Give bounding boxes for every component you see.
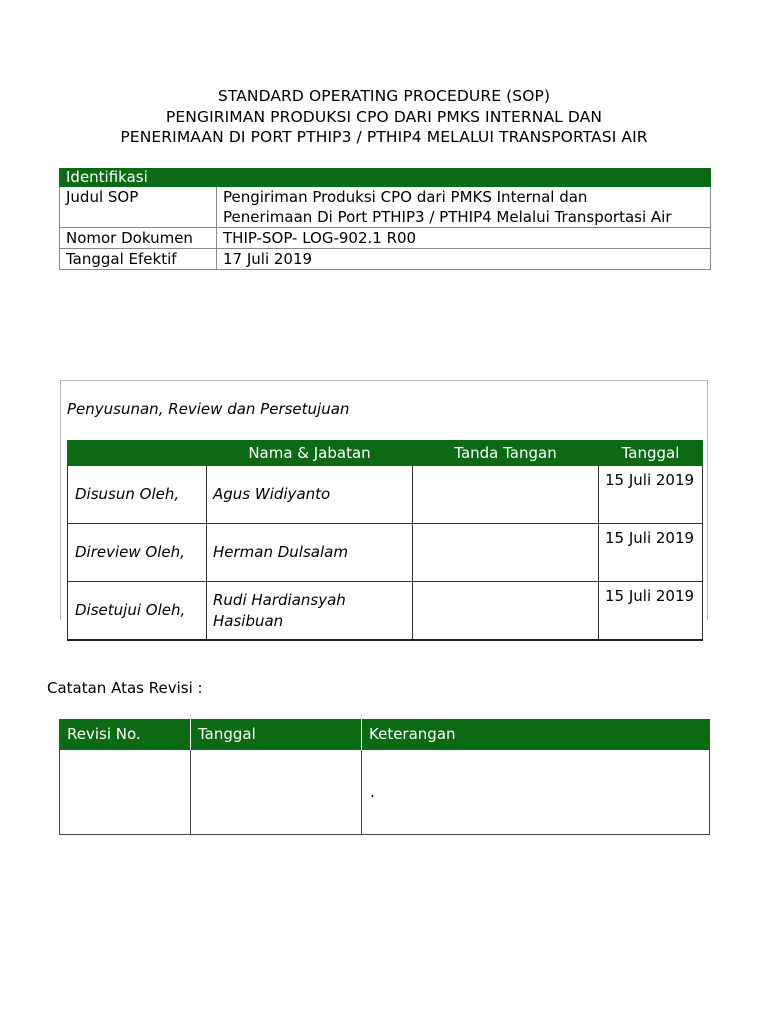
signature-cell <box>413 582 599 641</box>
identification-value: THIP-SOP- LOG-902.1 R00 <box>217 228 711 249</box>
revision-date <box>191 750 362 835</box>
identification-label: Nomor Dokumen <box>60 228 217 249</box>
title-line-2: PENGIRIMAN PRODUKSI CPO DARI PMKS INTERNAL DAN <box>165 107 603 126</box>
identification-value: 17 Juli 2019 <box>217 249 711 270</box>
table-row <box>60 750 710 835</box>
approval-heading: Penyusunan, Review dan Persetujuan <box>67 400 350 418</box>
approval-column-header <box>68 441 207 466</box>
approval-name: Rudi Hardiansyah Hasibuan <box>207 582 413 641</box>
approval-table <box>67 440 703 641</box>
approval-column-header: Tanggal <box>599 441 703 466</box>
revision-notes-label: Catatan Atas Revisi : <box>47 679 203 697</box>
approval-role: Disetujui Oleh, <box>68 582 207 641</box>
table-row <box>68 582 703 641</box>
title-line-3: PENERIMAAN DI PORT PTHIP3 / PTHIP4 MELALUI TRANSPORTASI AIR <box>120 128 648 146</box>
identification-label: Tanggal Efektif <box>60 249 217 270</box>
title-line-1: STANDARD OPERATING PROCEDURE (SOP) <box>217 87 551 105</box>
approval-date: 15 Juli 2019 <box>599 582 703 641</box>
revision-number <box>60 750 191 835</box>
signature-cell <box>413 524 599 582</box>
table-row <box>68 466 703 524</box>
table-row <box>60 249 711 270</box>
revision-column-header: Keterangan <box>362 719 710 750</box>
revision-table <box>59 719 710 835</box>
signature-cell <box>413 466 599 524</box>
approval-column-header: Nama & Jabatan <box>207 441 413 466</box>
table-row <box>68 524 703 582</box>
approval-header-row <box>68 441 703 466</box>
approval-role: Disusun Oleh, <box>68 466 207 524</box>
approval-date: 15 Juli 2019 <box>599 466 703 524</box>
identification-value: Pengiriman Produksi CPO dari PMKS Internal dan Penerimaan Di Port PTHIP3 / PTHIP4 Melalui Transportasi Air <box>217 187 711 228</box>
approval-date: 15 Juli 2019 <box>599 524 703 582</box>
approval-column-header: Tanda Tangan <box>413 441 599 466</box>
table-row <box>60 228 711 249</box>
approval-name: Agus Widiyanto <box>207 466 413 524</box>
approval-role: Direview Oleh, <box>68 524 207 582</box>
revision-column-header: Tanggal <box>191 719 362 750</box>
revision-description: . <box>362 750 710 835</box>
identification-table <box>59 168 711 270</box>
identification-header-row <box>60 169 711 187</box>
document-title <box>0 86 768 148</box>
identification-label: Judul SOP <box>60 187 217 228</box>
approval-name: Herman Dulsalam <box>207 524 413 582</box>
revision-header-row <box>60 719 710 750</box>
identification-header: Identifikasi <box>60 169 711 187</box>
revision-column-header: Revisi No. <box>60 719 191 750</box>
table-row <box>60 187 711 228</box>
